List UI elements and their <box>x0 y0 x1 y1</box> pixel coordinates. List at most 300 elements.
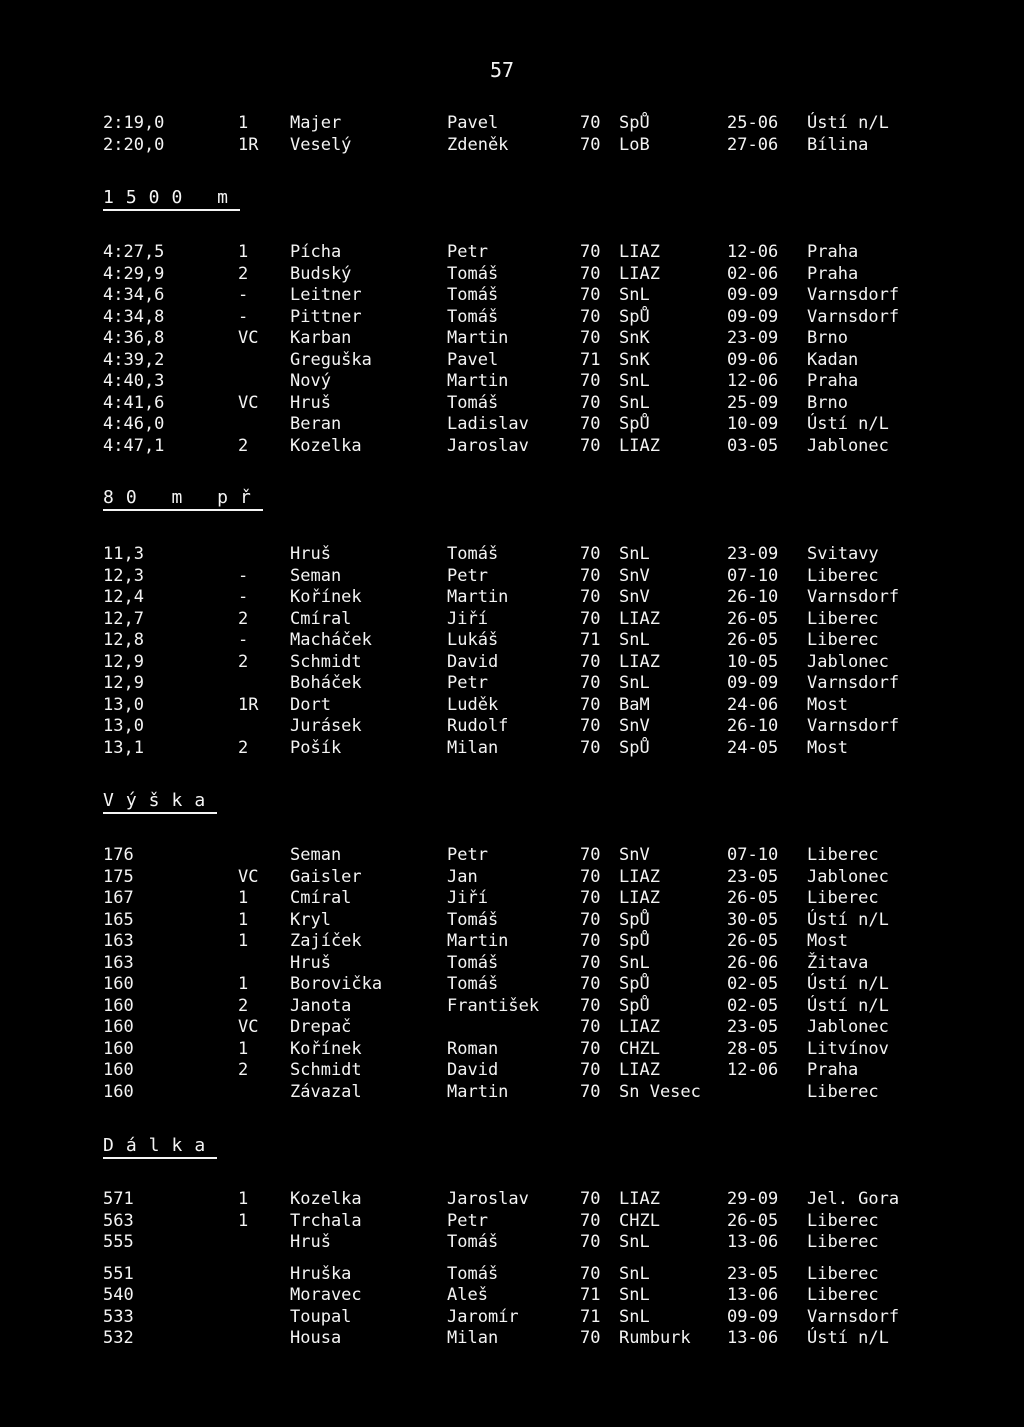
cell-place: 1 <box>238 974 249 994</box>
cell-date: 09-09 <box>727 1306 779 1327</box>
cell-birth-year: 70 <box>580 392 601 413</box>
cell-surname: Pošík <box>290 737 342 758</box>
cell-surname: Karban <box>290 328 352 348</box>
cell-birth-year: 70 <box>580 1210 601 1231</box>
cell-performance: 563 <box>103 1210 134 1231</box>
cell-performance: 4:39,2 <box>103 349 165 370</box>
cell-surname: Pittner <box>290 306 362 327</box>
cell-surname: Janota <box>290 995 352 1016</box>
cell-surname: Trchala <box>290 1210 362 1231</box>
cell-first-name: Jiří <box>447 608 488 629</box>
cell-club: LIAZ <box>619 1060 660 1080</box>
result-row <box>0 393 1024 415</box>
cell-club: CHZL <box>619 1210 660 1231</box>
cell-performance: 12,9 <box>103 651 144 672</box>
cell-club: SpŮ <box>619 995 650 1016</box>
cell-date: 26-05 <box>727 888 779 908</box>
cell-venue: Jablonec <box>807 866 889 887</box>
cell-venue: Liberec <box>807 1232 879 1252</box>
cell-performance: 175 <box>103 866 134 887</box>
cell-performance: 4:41,6 <box>103 392 165 413</box>
cell-birth-year: 70 <box>580 845 601 865</box>
cell-performance: 160 <box>103 1017 134 1037</box>
cell-first-name: Jiří <box>447 888 488 908</box>
cell-date: 23-09 <box>727 328 779 348</box>
cell-first-name: Tomáš <box>447 1263 499 1284</box>
cell-surname: Majer <box>290 113 342 133</box>
cell-date: 09-09 <box>727 306 779 327</box>
cell-performance: 163 <box>103 952 134 973</box>
cell-performance: 12,4 <box>103 587 144 607</box>
cell-club: SnL <box>619 1306 650 1327</box>
cell-club: SpŮ <box>619 909 650 930</box>
cell-birth-year: 70 <box>580 995 601 1016</box>
cell-venue: Varnsdorf <box>807 306 900 327</box>
cell-venue: Praha <box>807 1060 859 1080</box>
cell-surname: Drepač <box>290 1017 352 1037</box>
cell-surname: Macháček <box>290 630 372 650</box>
cell-birth-year: 71 <box>580 1306 601 1327</box>
cell-place: 1 <box>238 1210 249 1231</box>
cell-surname: Cmíral <box>290 888 352 908</box>
cell-venue: Liberec <box>807 1263 879 1284</box>
cell-birth-year: 70 <box>580 371 601 391</box>
cell-performance: 160 <box>103 974 134 994</box>
cell-performance: 160 <box>103 1038 134 1059</box>
result-row <box>0 371 1024 393</box>
cell-first-name: Petr <box>447 845 488 865</box>
cell-first-name: Jan <box>447 866 478 887</box>
result-row <box>0 845 1024 867</box>
cell-first-name: Martin <box>447 587 509 607</box>
cell-date: 02-05 <box>727 995 779 1016</box>
cell-place: - <box>238 565 249 586</box>
result-row <box>0 587 1024 609</box>
cell-performance: 160 <box>103 1060 134 1080</box>
result-row <box>0 652 1024 674</box>
cell-date: 13-06 <box>727 1232 779 1252</box>
cell-birth-year: 70 <box>580 263 601 284</box>
cell-club: SnL <box>619 371 650 391</box>
cell-surname: Leitner <box>290 285 362 305</box>
cell-first-name: Tomáš <box>447 285 499 305</box>
cell-surname: Beran <box>290 414 342 434</box>
cell-first-name: Luděk <box>447 694 499 715</box>
cell-birth-year: 70 <box>580 1038 601 1059</box>
cell-surname: Kryl <box>290 909 331 930</box>
cell-club: SnL <box>619 952 650 973</box>
cell-surname: Seman <box>290 565 342 586</box>
cell-performance: 11,3 <box>103 544 144 564</box>
cell-place: VC <box>238 328 259 348</box>
cell-club: SnL <box>619 1263 650 1284</box>
result-row <box>0 888 1024 910</box>
cell-place: VC <box>238 1017 259 1037</box>
cell-place: 1 <box>238 242 249 262</box>
cell-performance: 167 <box>103 888 134 908</box>
cell-club: SnL <box>619 630 650 650</box>
cell-venue: Ústí n/L <box>807 995 889 1016</box>
section-heading: Dálka <box>103 1135 217 1159</box>
cell-first-name: Martin <box>447 931 509 951</box>
cell-surname: Pícha <box>290 242 342 262</box>
cell-date: 10-09 <box>727 414 779 434</box>
cell-surname: Schmidt <box>290 651 362 672</box>
cell-club: SpŮ <box>619 931 650 951</box>
cell-club: SpŮ <box>619 113 650 133</box>
cell-venue: Varnsdorf <box>807 716 900 736</box>
cell-surname: Greguška <box>290 349 372 370</box>
cell-first-name: Zdeněk <box>447 134 509 155</box>
cell-date: 12-06 <box>727 242 779 262</box>
cell-venue: Liberec <box>807 630 879 650</box>
cell-date: 02-05 <box>727 974 779 994</box>
result-row <box>0 1285 1024 1307</box>
cell-first-name: Petr <box>447 242 488 262</box>
cell-performance: 551 <box>103 1263 134 1284</box>
cell-surname: Budský <box>290 263 352 284</box>
cell-birth-year: 70 <box>580 694 601 715</box>
cell-club: SnV <box>619 565 650 586</box>
cell-first-name: Tomáš <box>447 952 499 973</box>
cell-club: SnV <box>619 716 650 736</box>
result-row <box>0 1307 1024 1329</box>
cell-venue: Praha <box>807 263 859 284</box>
cell-birth-year: 70 <box>580 113 601 133</box>
cell-first-name: Jaromír <box>447 1306 519 1327</box>
cell-first-name: Aleš <box>447 1285 488 1305</box>
cell-surname: Housa <box>290 1328 342 1348</box>
cell-place: - <box>238 285 249 305</box>
cell-performance: 13,0 <box>103 694 144 715</box>
cell-birth-year: 70 <box>580 544 601 564</box>
result-row <box>0 953 1024 975</box>
cell-venue: Liberec <box>807 1081 879 1102</box>
cell-birth-year: 70 <box>580 888 601 908</box>
result-row <box>0 910 1024 932</box>
cell-place: 1 <box>238 909 249 930</box>
result-row <box>0 566 1024 588</box>
cell-date: 27-06 <box>727 134 779 155</box>
cell-first-name: Jaroslav <box>447 435 529 456</box>
cell-first-name: Roman <box>447 1038 499 1059</box>
cell-club: Rumburk <box>619 1328 691 1348</box>
cell-surname: Moravec <box>290 1285 362 1305</box>
result-row <box>0 1189 1024 1211</box>
cell-date: 07-10 <box>727 845 779 865</box>
cell-performance: 4:47,1 <box>103 435 165 456</box>
result-row <box>0 285 1024 307</box>
cell-venue: Most <box>807 694 848 715</box>
cell-first-name: Ladislav <box>447 414 529 434</box>
result-row <box>0 350 1024 372</box>
result-row <box>0 996 1024 1018</box>
cell-club: SnL <box>619 1285 650 1305</box>
cell-place: 1R <box>238 694 259 715</box>
cell-place: 1 <box>238 888 249 908</box>
cell-place: - <box>238 587 249 607</box>
cell-date: 02-06 <box>727 263 779 284</box>
result-row <box>0 867 1024 889</box>
cell-club: SnK <box>619 328 650 348</box>
result-row <box>0 1232 1024 1254</box>
cell-performance: 13,0 <box>103 716 144 736</box>
cell-date: 25-06 <box>727 113 779 133</box>
result-row <box>0 307 1024 329</box>
result-row <box>0 673 1024 695</box>
cell-birth-year: 70 <box>580 909 601 930</box>
cell-birth-year: 70 <box>580 651 601 672</box>
result-row <box>0 716 1024 738</box>
cell-performance: 12,7 <box>103 608 144 629</box>
cell-surname: Zajíček <box>290 931 362 951</box>
cell-birth-year: 70 <box>580 414 601 434</box>
cell-place: 1 <box>238 931 249 951</box>
cell-performance: 2:19,0 <box>103 113 165 133</box>
cell-date: 07-10 <box>727 565 779 586</box>
result-row <box>0 931 1024 953</box>
cell-venue: Varnsdorf <box>807 1306 900 1327</box>
cell-club: LIAZ <box>619 1189 660 1209</box>
cell-date: 30-05 <box>727 909 779 930</box>
cell-birth-year: 70 <box>580 1263 601 1284</box>
cell-venue: Jablonec <box>807 435 889 456</box>
cell-birth-year: 70 <box>580 242 601 262</box>
cell-venue: Ústí n/L <box>807 414 889 434</box>
cell-club: Sn Vesec <box>619 1081 701 1102</box>
cell-performance: 176 <box>103 845 134 865</box>
cell-surname: Hruš <box>290 1232 331 1252</box>
cell-surname: Seman <box>290 845 342 865</box>
cell-first-name: Pavel <box>447 349 499 370</box>
cell-date: 09-06 <box>727 349 779 370</box>
cell-club: BaM <box>619 694 650 715</box>
cell-date: 26-06 <box>727 952 779 973</box>
result-row <box>0 328 1024 350</box>
cell-venue: Varnsdorf <box>807 673 900 693</box>
section-heading: Výška <box>103 790 217 814</box>
cell-birth-year: 71 <box>580 349 601 370</box>
cell-surname: Závazal <box>290 1081 362 1102</box>
cell-date: 25-09 <box>727 392 779 413</box>
cell-club: LIAZ <box>619 1017 660 1037</box>
cell-first-name: Tomáš <box>447 263 499 284</box>
cell-performance: 4:46,0 <box>103 414 165 434</box>
cell-venue: Kadan <box>807 349 859 370</box>
result-row <box>0 1060 1024 1082</box>
cell-venue: Liberec <box>807 888 879 908</box>
cell-place: 2 <box>238 435 249 456</box>
cell-birth-year: 70 <box>580 328 601 348</box>
cell-first-name: Tomáš <box>447 544 499 564</box>
cell-first-name: Martin <box>447 371 509 391</box>
cell-date: 09-09 <box>727 285 779 305</box>
result-row <box>0 1211 1024 1233</box>
cell-performance: 2:20,0 <box>103 134 165 155</box>
cell-first-name: Rudolf <box>447 716 509 736</box>
cell-first-name: Tomáš <box>447 306 499 327</box>
result-row <box>0 1328 1024 1350</box>
cell-venue: Most <box>807 737 848 758</box>
cell-venue: Ústí n/L <box>807 974 889 994</box>
cell-birth-year: 70 <box>580 1017 601 1037</box>
cell-birth-year: 70 <box>580 673 601 693</box>
cell-date: 12-06 <box>727 1060 779 1080</box>
cell-first-name: Tomáš <box>447 1232 499 1252</box>
cell-performance: 13,1 <box>103 737 144 758</box>
cell-birth-year: 70 <box>580 952 601 973</box>
cell-surname: Jurásek <box>290 716 362 736</box>
cell-place: 1 <box>238 1189 249 1209</box>
cell-surname: Hruš <box>290 544 331 564</box>
cell-date: 29-09 <box>727 1189 779 1209</box>
cell-date: 26-05 <box>727 931 779 951</box>
cell-performance: 533 <box>103 1306 134 1327</box>
result-row <box>0 113 1024 135</box>
cell-performance: 163 <box>103 931 134 951</box>
cell-performance: 4:34,6 <box>103 285 165 305</box>
cell-birth-year: 70 <box>580 737 601 758</box>
cell-date: 23-05 <box>727 1263 779 1284</box>
cell-place: VC <box>238 866 259 887</box>
cell-performance: 4:36,8 <box>103 328 165 348</box>
cell-birth-year: 70 <box>580 134 601 155</box>
cell-place: 2 <box>238 651 249 672</box>
result-row <box>0 436 1024 458</box>
cell-date: 24-06 <box>727 694 779 715</box>
cell-club: LIAZ <box>619 608 660 629</box>
result-row <box>0 264 1024 286</box>
cell-venue: Brno <box>807 392 848 413</box>
cell-venue: Jel. Gora <box>807 1189 900 1209</box>
cell-club: SnL <box>619 1232 650 1252</box>
cell-surname: Kozelka <box>290 1189 362 1209</box>
cell-first-name: Pavel <box>447 113 499 133</box>
cell-club: CHZL <box>619 1038 660 1059</box>
cell-first-name: František <box>447 995 540 1016</box>
cell-club: SpŮ <box>619 737 650 758</box>
cell-venue: Liberec <box>807 1285 879 1305</box>
cell-club: LIAZ <box>619 435 660 456</box>
cell-date: 13-06 <box>727 1285 779 1305</box>
cell-date: 23-05 <box>727 866 779 887</box>
cell-club: LIAZ <box>619 651 660 672</box>
cell-first-name: Petr <box>447 565 488 586</box>
cell-venue: Praha <box>807 242 859 262</box>
cell-date: 09-09 <box>727 673 779 693</box>
cell-club: LoB <box>619 134 650 155</box>
cell-performance: 532 <box>103 1328 134 1348</box>
cell-birth-year: 70 <box>580 931 601 951</box>
result-row <box>0 1082 1024 1104</box>
cell-club: SnL <box>619 285 650 305</box>
cell-venue: Varnsdorf <box>807 285 900 305</box>
result-row <box>0 609 1024 631</box>
cell-birth-year: 70 <box>580 285 601 305</box>
cell-place: 1 <box>238 113 249 133</box>
cell-surname: Dort <box>290 694 331 715</box>
cell-birth-year: 70 <box>580 974 601 994</box>
cell-date: 26-05 <box>727 630 779 650</box>
cell-date: 03-05 <box>727 435 779 456</box>
cell-first-name: Tomáš <box>447 392 499 413</box>
cell-surname: Nový <box>290 371 331 391</box>
cell-place: 1R <box>238 134 259 155</box>
cell-date: 13-06 <box>727 1328 779 1348</box>
cell-venue: Liberec <box>807 845 879 865</box>
cell-surname: Veselý <box>290 134 352 155</box>
cell-surname: Hruš <box>290 952 331 973</box>
cell-first-name: Petr <box>447 673 488 693</box>
cell-surname: Borovička <box>290 974 383 994</box>
cell-performance: 12,3 <box>103 565 144 586</box>
cell-club: SnL <box>619 673 650 693</box>
section-heading: 1500 m <box>103 187 240 211</box>
cell-surname: Boháček <box>290 673 362 693</box>
cell-place: 2 <box>238 263 249 284</box>
page-number: 57 <box>490 58 515 82</box>
cell-club: SnK <box>619 349 650 370</box>
result-row <box>0 1039 1024 1061</box>
cell-venue: Ústí n/L <box>807 1328 889 1348</box>
cell-club: LIAZ <box>619 263 660 284</box>
result-row <box>0 974 1024 996</box>
cell-venue: Jablonec <box>807 1017 889 1037</box>
cell-date: 26-05 <box>727 608 779 629</box>
cell-venue: Svitavy <box>807 544 879 564</box>
cell-date: 23-09 <box>727 544 779 564</box>
result-row <box>0 414 1024 436</box>
cell-surname: Toupal <box>290 1306 352 1327</box>
cell-birth-year: 70 <box>580 435 601 456</box>
cell-birth-year: 71 <box>580 630 601 650</box>
cell-performance: 4:34,8 <box>103 306 165 327</box>
result-row <box>0 630 1024 652</box>
cell-surname: Gaisler <box>290 866 362 887</box>
cell-performance: 160 <box>103 1081 134 1102</box>
cell-venue: Brno <box>807 328 848 348</box>
cell-venue: Bílina <box>807 134 869 155</box>
cell-performance: 12,8 <box>103 630 144 650</box>
result-row <box>0 242 1024 264</box>
cell-surname: Schmidt <box>290 1060 362 1080</box>
cell-date: 26-10 <box>727 716 779 736</box>
cell-birth-year: 70 <box>580 1328 601 1348</box>
result-row <box>0 738 1024 760</box>
cell-venue: Ústí n/L <box>807 909 889 930</box>
cell-performance: 12,9 <box>103 673 144 693</box>
cell-venue: Most <box>807 931 848 951</box>
cell-performance: 4:40,3 <box>103 371 165 391</box>
cell-venue: Praha <box>807 371 859 391</box>
cell-surname: Cmíral <box>290 608 352 629</box>
cell-club: LIAZ <box>619 888 660 908</box>
cell-surname: Kozelka <box>290 435 362 456</box>
cell-birth-year: 71 <box>580 1285 601 1305</box>
cell-birth-year: 70 <box>580 1189 601 1209</box>
cell-first-name: Jaroslav <box>447 1189 529 1209</box>
result-row <box>0 1017 1024 1039</box>
cell-place: 2 <box>238 1060 249 1080</box>
cell-first-name: Petr <box>447 1210 488 1231</box>
cell-surname: Hruška <box>290 1263 352 1284</box>
cell-birth-year: 70 <box>580 1081 601 1102</box>
cell-club: SnV <box>619 587 650 607</box>
cell-place: 2 <box>238 737 249 758</box>
cell-first-name: Tomáš <box>447 909 499 930</box>
section-heading: 80 m př <box>103 487 263 511</box>
result-row <box>0 544 1024 566</box>
